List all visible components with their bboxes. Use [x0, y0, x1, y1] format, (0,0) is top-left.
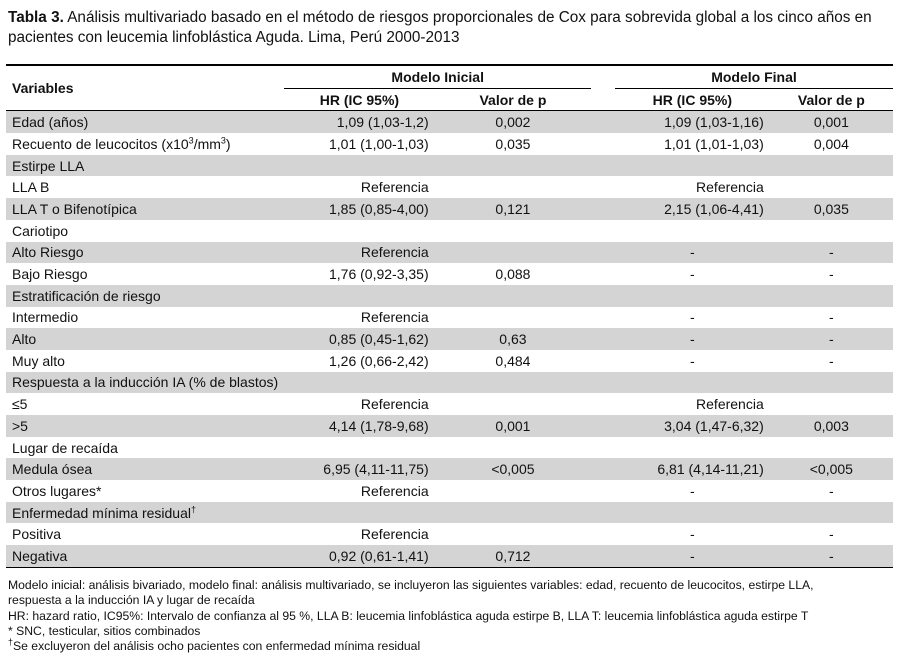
hr-inicial	[284, 372, 434, 394]
row-label: Edad (años)	[6, 111, 284, 133]
header-p-final: Valor de p	[770, 88, 893, 111]
p-inicial	[435, 176, 592, 198]
table-row	[6, 545, 893, 567]
hr-inicial	[284, 285, 434, 307]
p-final: 0,035	[770, 198, 893, 220]
p-final: 0,001	[770, 111, 893, 133]
hr-inicial	[284, 502, 434, 524]
table-row	[6, 372, 893, 394]
row-label: Estirpe LLA	[6, 155, 284, 177]
row-label: Estratificación de riesgo	[6, 285, 284, 307]
hr-inicial: Referencia	[284, 242, 434, 264]
row-label: Negativa	[6, 545, 284, 567]
row-label: Positiva	[6, 523, 284, 545]
p-final: -	[770, 307, 893, 329]
footnote-line: Modelo inicial: análisis bivariado, modelo final: análisis multivariado, se incluyeron las siguientes variables: edad, recuento de leucocitos, estirpe LLA,	[8, 578, 814, 592]
hr-inicial	[284, 437, 434, 459]
table-title-text: Análisis multivariado basado en el método de riesgos proporcionales de Cox para sobrevida global a los cinco años en pacientes con leucemia linfoblástica Aguda. Lima, Perú 2000-2013	[8, 9, 872, 46]
p-inicial	[435, 502, 592, 524]
table-row	[6, 198, 893, 220]
hr-inicial: Referencia	[284, 480, 434, 502]
header-p-inicial: Valor de p	[435, 88, 592, 111]
row-label: ≤5	[6, 393, 284, 415]
table-footnotes	[8, 578, 894, 654]
row-label: Respuesta a la inducción IA (% de blastos)	[6, 372, 284, 394]
header-variables: Variables	[6, 65, 284, 111]
p-final	[770, 372, 893, 394]
hr-final: -	[615, 328, 770, 350]
table-row	[6, 111, 893, 133]
hr-final: 6,81 (4,14-11,21)	[615, 458, 770, 480]
row-label: >5	[6, 415, 284, 437]
header-modelo-inicial: Modelo Inicial	[284, 65, 591, 88]
p-inicial	[435, 242, 592, 264]
hr-inicial: Referencia	[284, 393, 434, 415]
table-row	[6, 393, 893, 415]
p-inicial: 0,001	[435, 415, 592, 437]
hr-final: 1,09 (1,03-1,16)	[615, 111, 770, 133]
hr-final: -	[615, 350, 770, 372]
p-inicial	[435, 307, 592, 329]
hr-inicial: 0,92 (0,61-1,41)	[284, 545, 434, 567]
p-inicial: 0,63	[435, 328, 592, 350]
p-final: <0,005	[770, 458, 893, 480]
p-final: -	[770, 263, 893, 285]
row-label: Medula ósea	[6, 458, 284, 480]
hr-final: -	[615, 480, 770, 502]
hr-final: Referencia	[615, 176, 770, 198]
table-row	[6, 350, 893, 372]
hr-final: -	[615, 263, 770, 285]
p-inicial	[435, 285, 592, 307]
p-inicial: 0,088	[435, 263, 592, 285]
header-row-groups	[6, 65, 893, 88]
hr-final: 1,01 (1,01-1,03)	[615, 133, 770, 155]
table-title-label: Tabla 3.	[8, 9, 64, 26]
p-inicial	[435, 155, 592, 177]
row-label: Alto	[6, 328, 284, 350]
hr-final: 3,04 (1,47-6,32)	[615, 415, 770, 437]
p-inicial: 0,121	[435, 198, 592, 220]
p-inicial: <0,005	[435, 458, 592, 480]
p-inicial	[435, 393, 592, 415]
table-row	[6, 307, 893, 329]
hr-final	[615, 155, 770, 177]
table-row	[6, 285, 893, 307]
row-label: Bajo Riesgo	[6, 263, 284, 285]
hr-inicial: 0,85 (0,45-1,62)	[284, 328, 434, 350]
table-row	[6, 437, 893, 459]
hr-final	[615, 437, 770, 459]
p-inicial: 0,712	[435, 545, 592, 567]
footnote-line: respuesta a la inducción IA y lugar de recaída	[8, 593, 255, 608]
hr-final: 2,15 (1,06-4,41)	[615, 198, 770, 220]
hr-inicial: 1,01 (1,00-1,03)	[284, 133, 434, 155]
row-label: Cariotipo	[6, 220, 284, 242]
row-label: Alto Riesgo	[6, 242, 284, 264]
hr-inicial: 1,26 (0,66-2,42)	[284, 350, 434, 372]
row-label: Otros lugares*	[6, 480, 284, 502]
table-row	[6, 263, 893, 285]
hr-inicial: 1,76 (0,92-3,35)	[284, 263, 434, 285]
p-inicial	[435, 437, 592, 459]
table-row	[6, 133, 893, 155]
p-final	[770, 393, 893, 415]
header-hr-final: HR (IC 95%)	[615, 88, 770, 111]
p-final: -	[770, 242, 893, 264]
table-row	[6, 220, 893, 242]
footnote-line: * SNC, testicular, sitios combinados	[8, 623, 201, 638]
p-inicial	[435, 523, 592, 545]
row-label: Muy alto	[6, 350, 284, 372]
table-row	[6, 328, 893, 350]
p-final: 0,003	[770, 415, 893, 437]
table-row	[6, 523, 893, 545]
table-row	[6, 480, 893, 502]
hr-inicial: 6,95 (4,11-11,75)	[284, 458, 434, 480]
hr-final: -	[615, 242, 770, 264]
row-label: Lugar de recaída	[6, 437, 284, 459]
header-hr-inicial: HR (IC 95%)	[284, 88, 434, 111]
hr-final: -	[615, 545, 770, 567]
table-row	[6, 176, 893, 198]
p-final: -	[770, 328, 893, 350]
row-label: Intermedio	[6, 307, 284, 329]
hr-final	[615, 285, 770, 307]
p-inicial: 0,002	[435, 111, 592, 133]
cox-table	[6, 64, 893, 568]
p-final	[770, 437, 893, 459]
footnote-line: †Se excluyeron del análisis ocho pacientes con enfermedad mínima residual	[8, 637, 421, 654]
p-inicial	[435, 220, 592, 242]
p-final: -	[770, 480, 893, 502]
p-final: -	[770, 523, 893, 545]
row-label: Recuento de leucocitos $(x10^3/mm^3)$	[6, 133, 284, 155]
footnote-line: HR: hazard ratio, IC95%: Intervalo de confianza al 95 %, LLA B: leucemia linfoblástica aguda estirpe B, LLA T: leucemia linfoblástica aguda estirpe T	[8, 608, 809, 623]
p-final	[770, 502, 893, 524]
table-row	[6, 155, 893, 177]
hr-inicial: 1,85 (0,85-4,00)	[284, 198, 434, 220]
hr-inicial	[284, 155, 434, 177]
hr-inicial: Referencia	[284, 523, 434, 545]
p-inicial	[435, 480, 592, 502]
hr-final	[615, 372, 770, 394]
hr-inicial: Referencia	[284, 176, 434, 198]
p-final: 0,004	[770, 133, 893, 155]
row-label: LLA B	[6, 176, 284, 198]
table-title	[8, 8, 892, 48]
hr-final	[615, 502, 770, 524]
p-final	[770, 220, 893, 242]
row-label: Enfermedad mínima residual†	[6, 502, 284, 524]
p-final: -	[770, 545, 893, 567]
hr-final: -	[615, 307, 770, 329]
hr-inicial: Referencia	[284, 307, 434, 329]
p-inicial: 0,484	[435, 350, 592, 372]
hr-inicial: 1,09 (1,03-1,2)	[284, 111, 434, 133]
hr-inicial: 4,14 (1,78-9,68)	[284, 415, 434, 437]
p-inicial	[435, 372, 592, 394]
table-row	[6, 242, 893, 264]
table-row	[6, 415, 893, 437]
table-row	[6, 502, 893, 524]
hr-final	[615, 220, 770, 242]
hr-final: Referencia	[615, 393, 770, 415]
hr-inicial	[284, 220, 434, 242]
p-final	[770, 155, 893, 177]
table-row	[6, 458, 893, 480]
p-final	[770, 285, 893, 307]
p-final	[770, 176, 893, 198]
p-final: -	[770, 350, 893, 372]
hr-final: -	[615, 523, 770, 545]
p-inicial: 0,035	[435, 133, 592, 155]
row-label: LLA T o Bifenotípica	[6, 198, 284, 220]
header-modelo-final: Modelo Final	[615, 65, 893, 88]
